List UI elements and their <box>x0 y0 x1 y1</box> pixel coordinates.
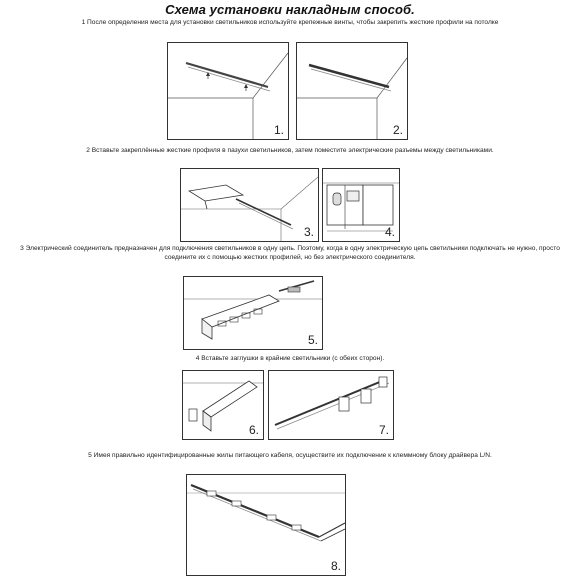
figure-5-number: 5. <box>307 333 318 347</box>
figure-2-illustration <box>297 43 407 139</box>
figure-2-number: 2. <box>392 123 403 137</box>
figure-7 <box>268 370 394 440</box>
figure-6-number: 6. <box>248 423 259 437</box>
figure-3 <box>180 168 319 242</box>
figure-4-number: 4. <box>384 225 395 239</box>
step-3-text: 3 Электрический соединитель предназначен для подключения светильников в одну цепь. Поэтому, когда в одну электрическую цепь светильники подключать не нужно, просто соедините их с помощью жестких профилей, но без электрического соединителя. <box>20 245 560 261</box>
figure-5-illustration <box>184 277 322 349</box>
step-2-text: 2 Вставьте закреплённые жесткие профиля в пазухи светильников, затем поместите электрические разъемы между светильниками. <box>86 147 494 154</box>
figure-8-number: 8. <box>330 559 341 573</box>
figure-3-illustration <box>181 169 318 241</box>
step-5-text: 5 Имея правильно идентифицированные жилы питающего кабеля, осуществите их подключение к клеммному блоку драйвера L/N. <box>88 452 492 459</box>
step-4-text: 4 Вставьте заглушки в крайние светильники (с обеих сторон). <box>195 355 385 362</box>
step-1-text: 1 После определения места для установки светильников используйте крепежные винты, чтобы закрепить жесткие профили на потолке <box>81 19 499 26</box>
figure-7-number: 7. <box>378 423 389 437</box>
page-title: Схема установки накладным способ. <box>165 2 415 17</box>
figure-7-illustration <box>269 371 393 439</box>
figure-8-illustration <box>187 475 345 575</box>
figure-1 <box>167 42 289 140</box>
figure-8 <box>186 474 346 576</box>
figure-2 <box>296 42 408 140</box>
figure-1-number: 1. <box>273 123 284 137</box>
figure-5 <box>183 276 323 350</box>
figure-6 <box>182 370 264 440</box>
figure-4 <box>322 168 400 242</box>
figure-1-illustration <box>168 43 288 139</box>
figure-3-number: 3. <box>303 225 314 239</box>
